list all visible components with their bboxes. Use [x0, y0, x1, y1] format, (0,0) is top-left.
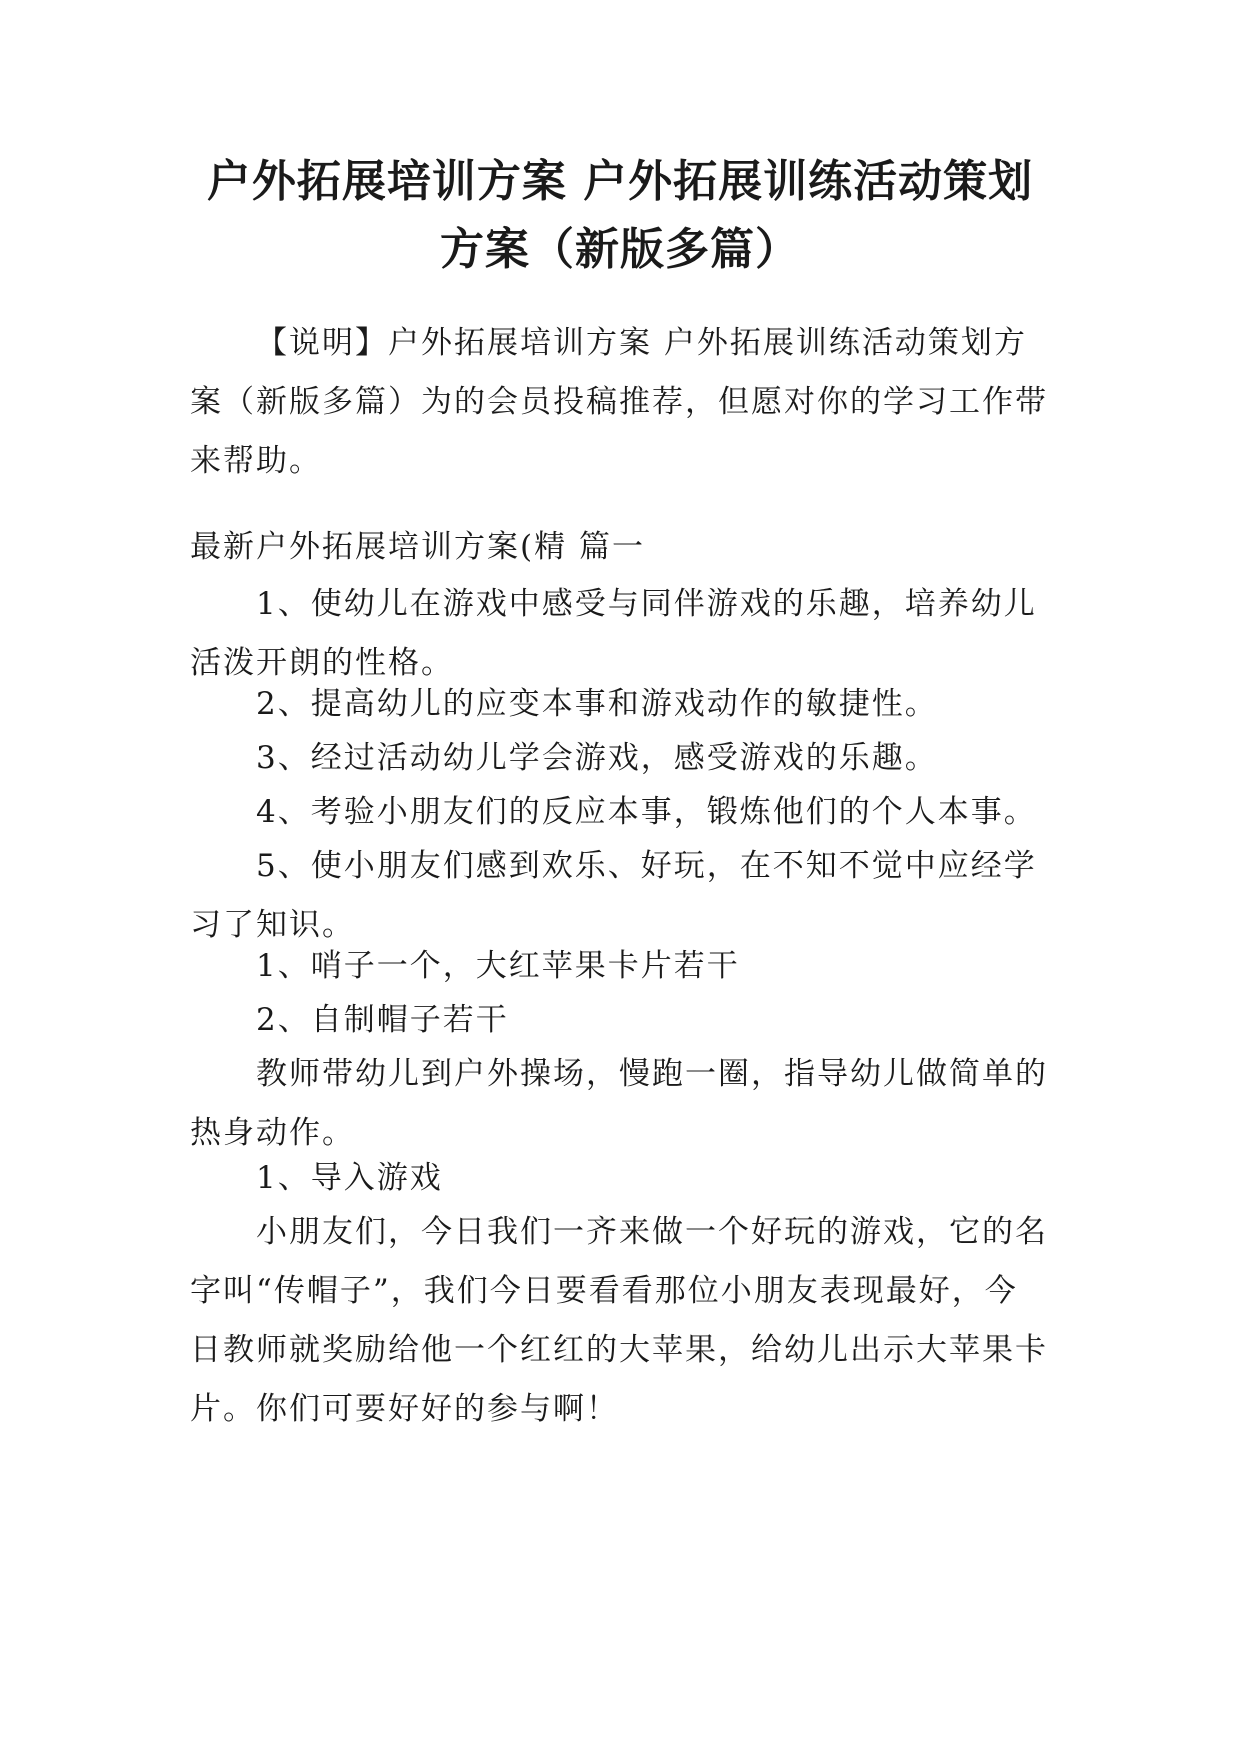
paragraph-4: 4、考验小朋友们的反应本事，锻炼他们的个人本事。	[256, 794, 1037, 830]
paragraph-9: 1、导入游戏	[256, 1160, 443, 1196]
paragraph-7: 2、自制帽子若干	[256, 1002, 509, 1038]
section-heading: 最新户外拓展培训方案(精 篇一	[190, 529, 645, 565]
document-title-line-1: 户外拓展培训方案 户外拓展训练活动策划	[206, 156, 1034, 207]
paragraph-6: 1、哨子一个，大红苹果卡片若干	[256, 948, 740, 984]
paragraph-5: 5、使小朋友们感到欢乐、好玩，在不知不觉中应经学习了知识。	[190, 848, 1037, 943]
intro-paragraph: 【说明】户外拓展培训方案 户外拓展训练活动策划方案（新版多篇）为的会员投稿推荐，但愿对你的学习工作带来帮助。	[190, 325, 1048, 479]
paragraph-1: 1、使幼儿在游戏中感受与同伴游戏的乐趣，培养幼儿活泼开朗的性格。	[190, 586, 1037, 681]
paragraph-8: 教师带幼儿到户外操场，慢跑一圈，指导幼儿做简单的热身动作。	[190, 1056, 1048, 1151]
paragraph-10: 小朋友们，今日我们一齐来做一个好玩的游戏，它的名字叫“传帽子”，我们今日要看看那位小朋友表现最好，今日教师就奖励给他一个红红的大苹果，给幼儿出示大苹果卡片。你们可要好好的参与啊！	[190, 1214, 1048, 1427]
paragraph-3: 3、经过活动幼儿学会游戏，感受游戏的乐趣。	[256, 740, 938, 776]
document-title-line-2: 方案（新版多篇）	[440, 224, 800, 275]
paragraph-2: 2、提高幼儿的应变本事和游戏动作的敏捷性。	[256, 686, 938, 722]
